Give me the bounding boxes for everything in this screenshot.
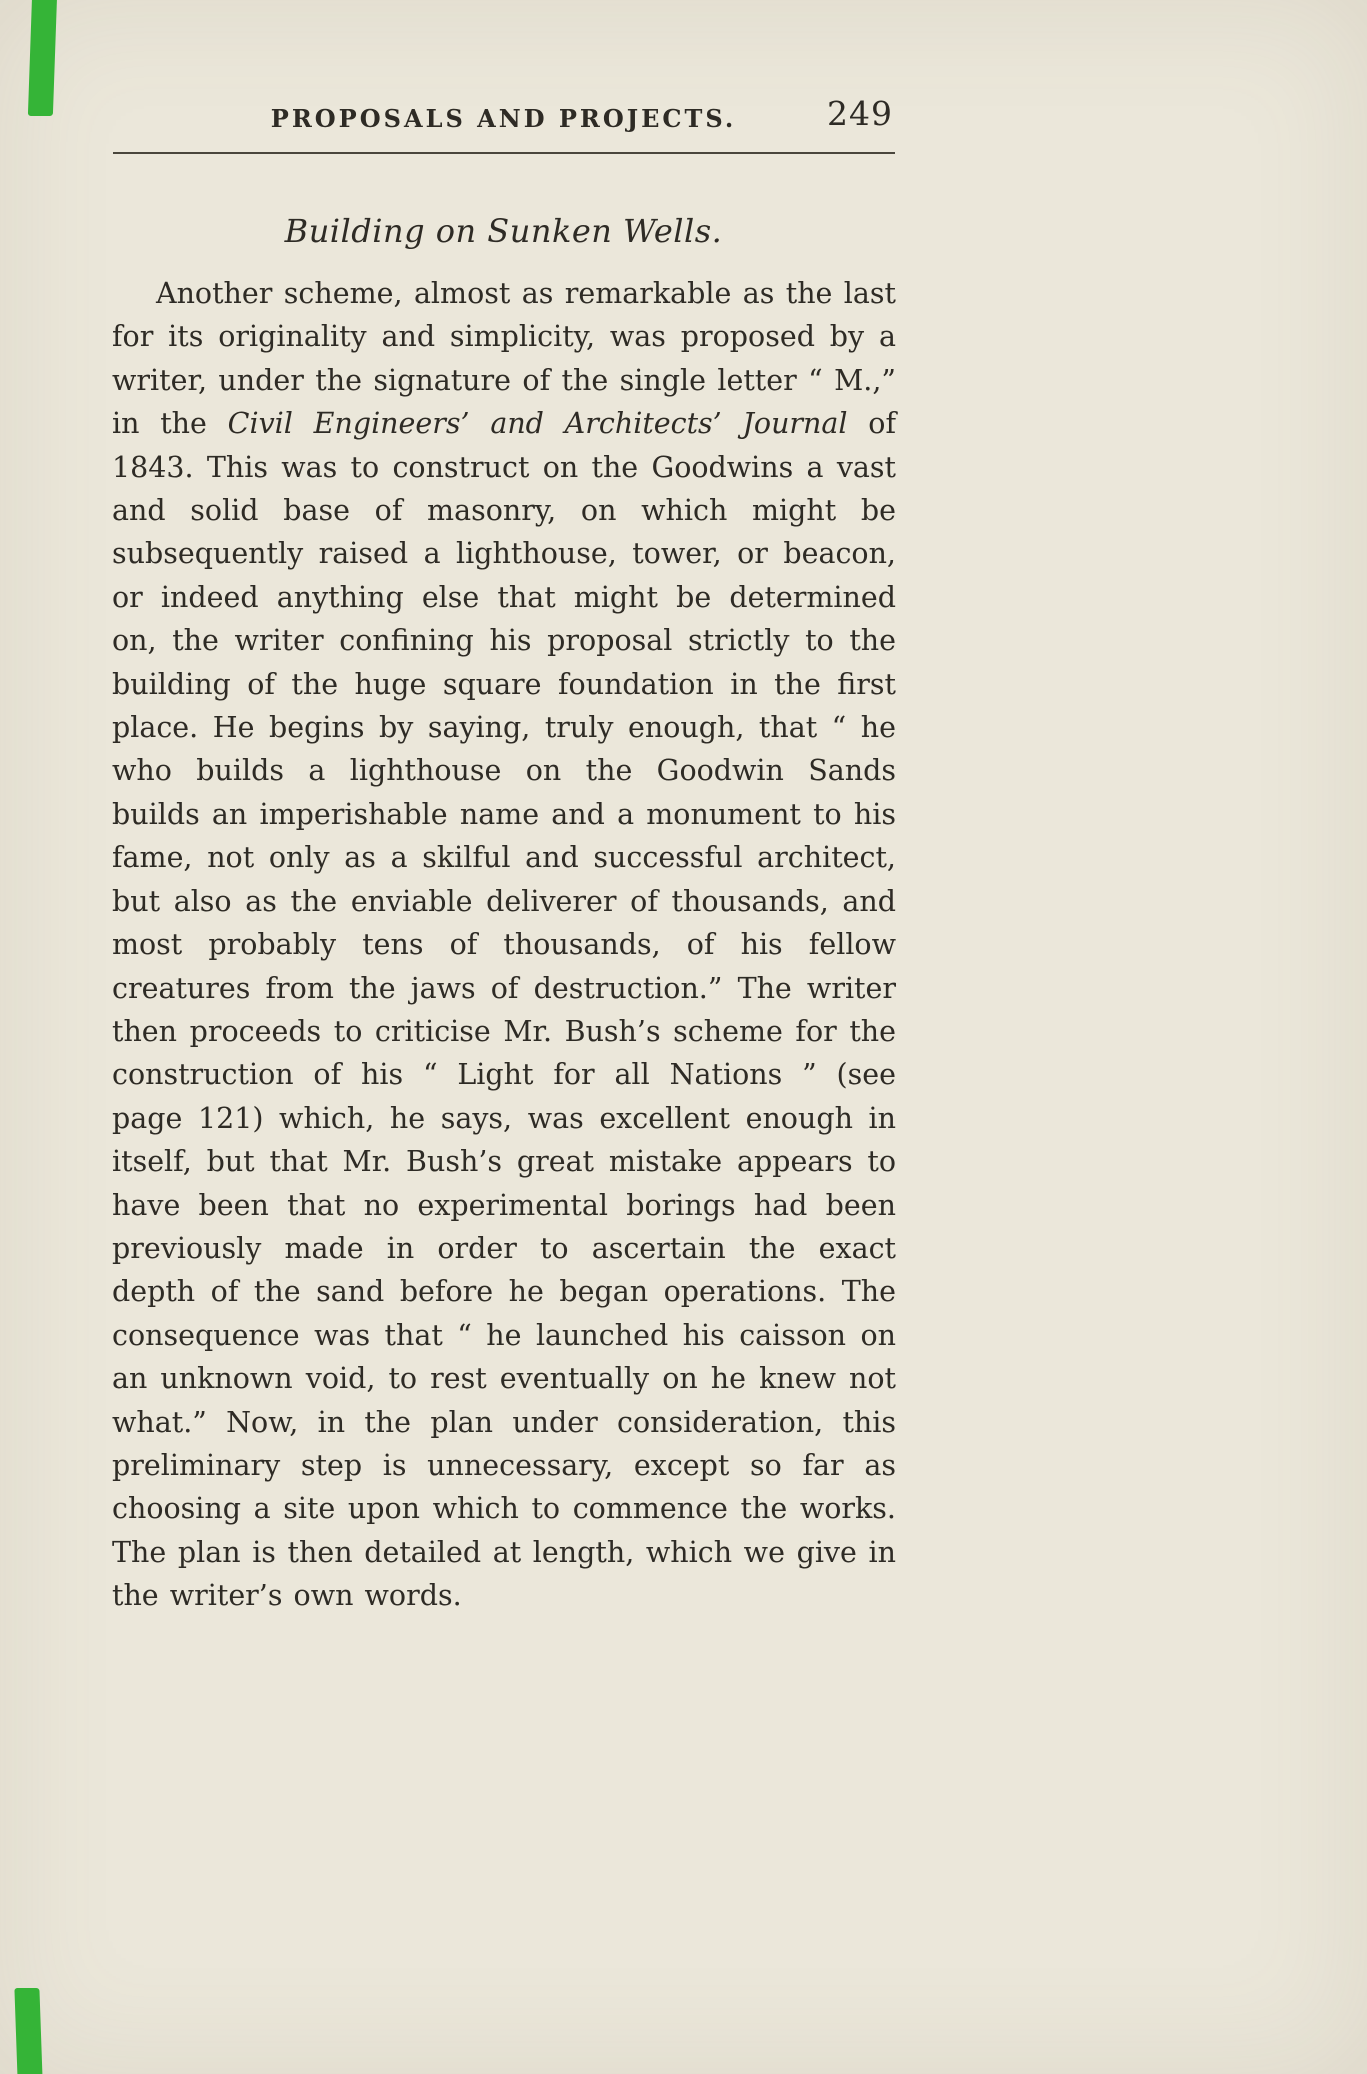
page-header: [112, 94, 895, 142]
page-number: 249: [827, 94, 893, 133]
running-title: PROPOSALS AND PROJECTS.: [270, 104, 737, 133]
scan-edge-artifact-bottom: [14, 1988, 42, 2074]
section-title: Building on Sunken Wells.: [284, 212, 723, 250]
body-paragraph: Another scheme, almost as remarkable as the last for its originality and simplicity, was proposed by a writer, under the signature of the single letter “ M.,” in the Civil Engineers’ and Architects’ Journal of 1843. This was to construct on the Goodwins a vast and solid base of masonry, on which might be subsequently raised a lighthouse, tower, or beacon, or indeed anything else that might be determined on, the writer confining his proposal strictly to the building of the huge square foundation in the first place. He begins by saying, truly enough, that “ he who builds a lighthouse on the Goodwin Sands builds an imperishable name and a monument to his fame, not only as a skilful and successful architect, but also as the enviable deliverer of thousands, and most probably tens of thousands, of his fellow creatures from the jaws of destruction.” The writer then proceeds to criticise Mr. Bush’s scheme for the construction of his “ Light for all Nations ” (see page 121) which, he says, was excellent enough in itself, but that Mr. Bush’s great mistake appears to have been that no experimental borings had been previously made in order to ascertain the exact depth of the sand before he began operations. The consequence was that “ he launched his caisson on an unknown void, to rest eventually on he knew not what.” Now, in the plan under consideration, this preliminary step is unnecessary, except so far as choosing a site upon which to commence the works. The plan is then detailed at length, which we give in the writer’s own words.: [112, 277, 896, 1613]
scan-edge-artifact-top: [28, 0, 57, 116]
header-rule: [113, 152, 895, 154]
